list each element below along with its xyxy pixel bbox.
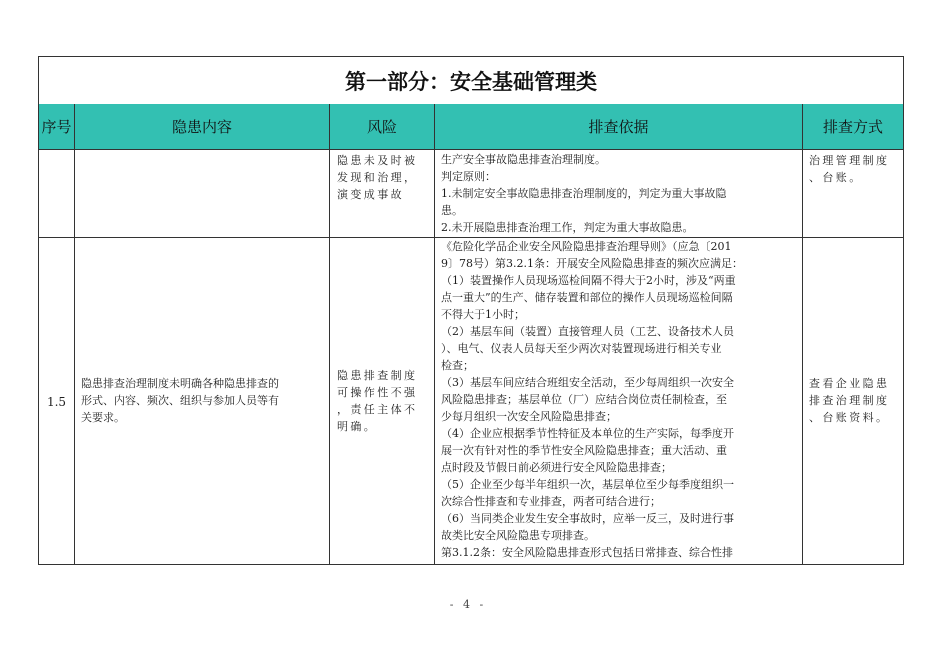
header-basis: 排查依据: [435, 104, 803, 150]
row1-risk: 隐患未及时被 发现和治理， 演变成事故: [337, 154, 418, 201]
header-method: 排查方式: [803, 104, 903, 150]
row2-basis: 《危险化学品企业安全风险隐患排查治理导则》（应急〔201 9〕78号）第3.2.1条：开展安全风险隐患排查的频次应满足： （1）装置操作人员现场巡检间隔不得大于2小时，涉及“两重 点一重大”的生产、储存装置和部位的操作人员现场巡检间隔 不得大于1小时； （2）基层车间（装置）直接管理人员（工艺、设备技术人员 ）、电气、仪表人员每天至少两次对装置现场进行相关专业 检查； （3）基层车间应结合班组安全活动，至少每周组织一次安全 风险隐患排查；基层单位（厂）应结合岗位责任制检查，至 少每月组织一次安全风险隐患排查； （4）企业应根据季节性特征及本单位的生产实际，每季度开 展一次有针对性的季节性安全风险隐患排查；重大活动、重 点时段及节假日前必须进行安全风险隐患排查； （5）企业至少每半年组织一次，基层单位至少每季度组织一 次综合性排查和专业排查，两者可结合进行； （6）当同类企业发生安全事故时，应举一反三，及时进行事 故类比安全风险隐患专项排查。 第3.1.2条：安全风险隐患排查形式包括日常排查、综合性排: [441, 240, 743, 559]
header-risk: 风险: [330, 104, 435, 150]
row2-risk: 隐患排查制度 可操作性不强 ，责任主体不 明确。: [337, 369, 418, 433]
col-divider: [802, 150, 803, 564]
row2-seq: 1.5: [46, 395, 67, 409]
header-seq: 序号: [39, 104, 75, 150]
col-divider: [329, 150, 330, 564]
row2-method: 查看企业隐患 排查治理制度 、台账资料。: [809, 377, 890, 424]
table-frame: [38, 56, 904, 565]
col-divider: [434, 150, 435, 564]
page-title: 第一部分：安全基础管理类: [39, 57, 903, 105]
page-number: - 4 -: [449, 598, 487, 611]
row1-method: 治理管理制度 、台账。: [809, 154, 890, 184]
col-divider: [74, 150, 75, 564]
row2-content: 隐患排查治理制度未明确各种隐患排查的 形式、内容、频次、组织与参加人员等有 关要求。: [81, 377, 279, 424]
header-content: 隐患内容: [75, 104, 330, 150]
row1-basis: 生产安全事故隐患排查治理制度。 判定原则： 1.未制定安全事故隐患排查治理制度的，判定为重大事故隐 患。 2.未开展隐患排查治理工作，判定为重大事故隐患。: [441, 153, 727, 234]
